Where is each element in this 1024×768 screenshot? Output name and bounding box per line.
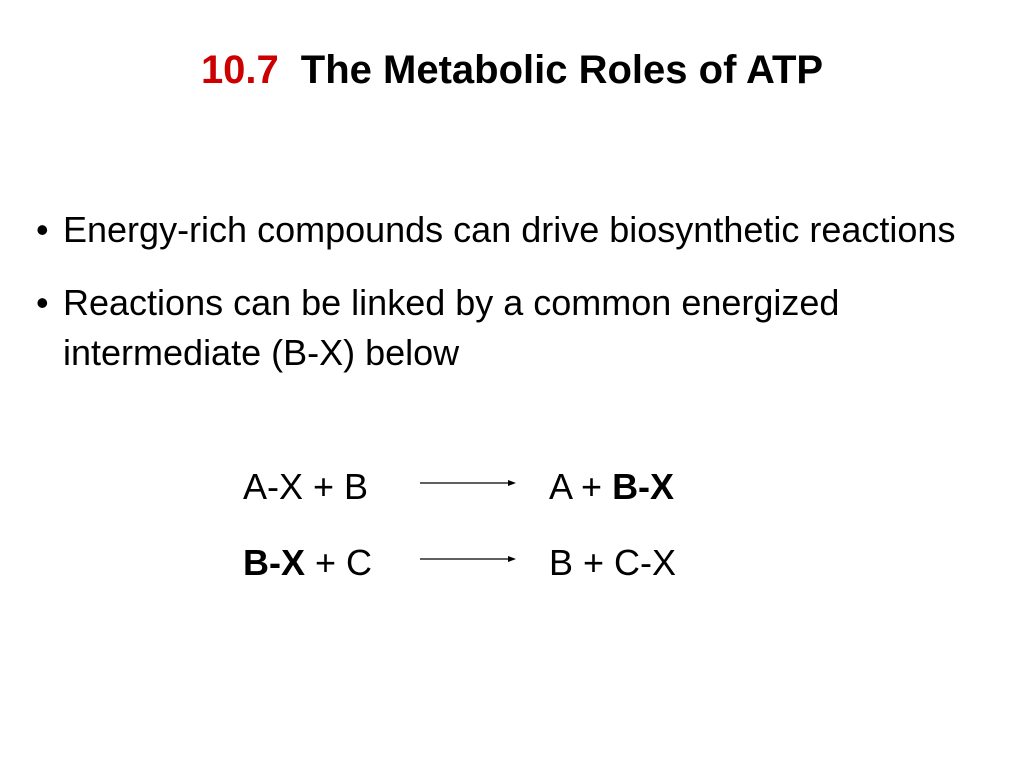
reaction-reactants bbox=[243, 538, 372, 588]
bullet-text: Reactions can be linked by a common energized intermediate (B-X) below bbox=[63, 282, 840, 373]
reactant-plain: A-X + B bbox=[243, 466, 369, 507]
slide-title bbox=[0, 46, 1024, 94]
title-text: The Metabolic Roles of ATP bbox=[300, 48, 824, 92]
bullet-item bbox=[36, 205, 1016, 255]
product-plain: A + bbox=[549, 466, 613, 507]
reaction-2 bbox=[0, 538, 1024, 588]
reaction-1 bbox=[0, 462, 1024, 512]
bullet-marker: • bbox=[36, 209, 49, 250]
section-number: 10.7 bbox=[200, 48, 279, 92]
reaction-products bbox=[549, 538, 676, 588]
reactant-bold: B-X bbox=[243, 542, 305, 583]
bullet-text: Energy-rich compounds can drive biosynthetic reactions bbox=[63, 209, 956, 250]
reactant-plain: + C bbox=[305, 542, 373, 583]
bullet-item bbox=[36, 278, 1016, 378]
bullet-marker: • bbox=[36, 282, 49, 323]
product-plain: B + C-X bbox=[549, 542, 677, 583]
bullet-list bbox=[36, 205, 1016, 401]
reaction-products bbox=[549, 462, 674, 512]
product-bold: B-X bbox=[612, 466, 675, 507]
reaction-arrow-icon bbox=[420, 553, 516, 565]
reaction-arrow-icon bbox=[420, 477, 516, 489]
reaction-reactants bbox=[243, 462, 368, 512]
